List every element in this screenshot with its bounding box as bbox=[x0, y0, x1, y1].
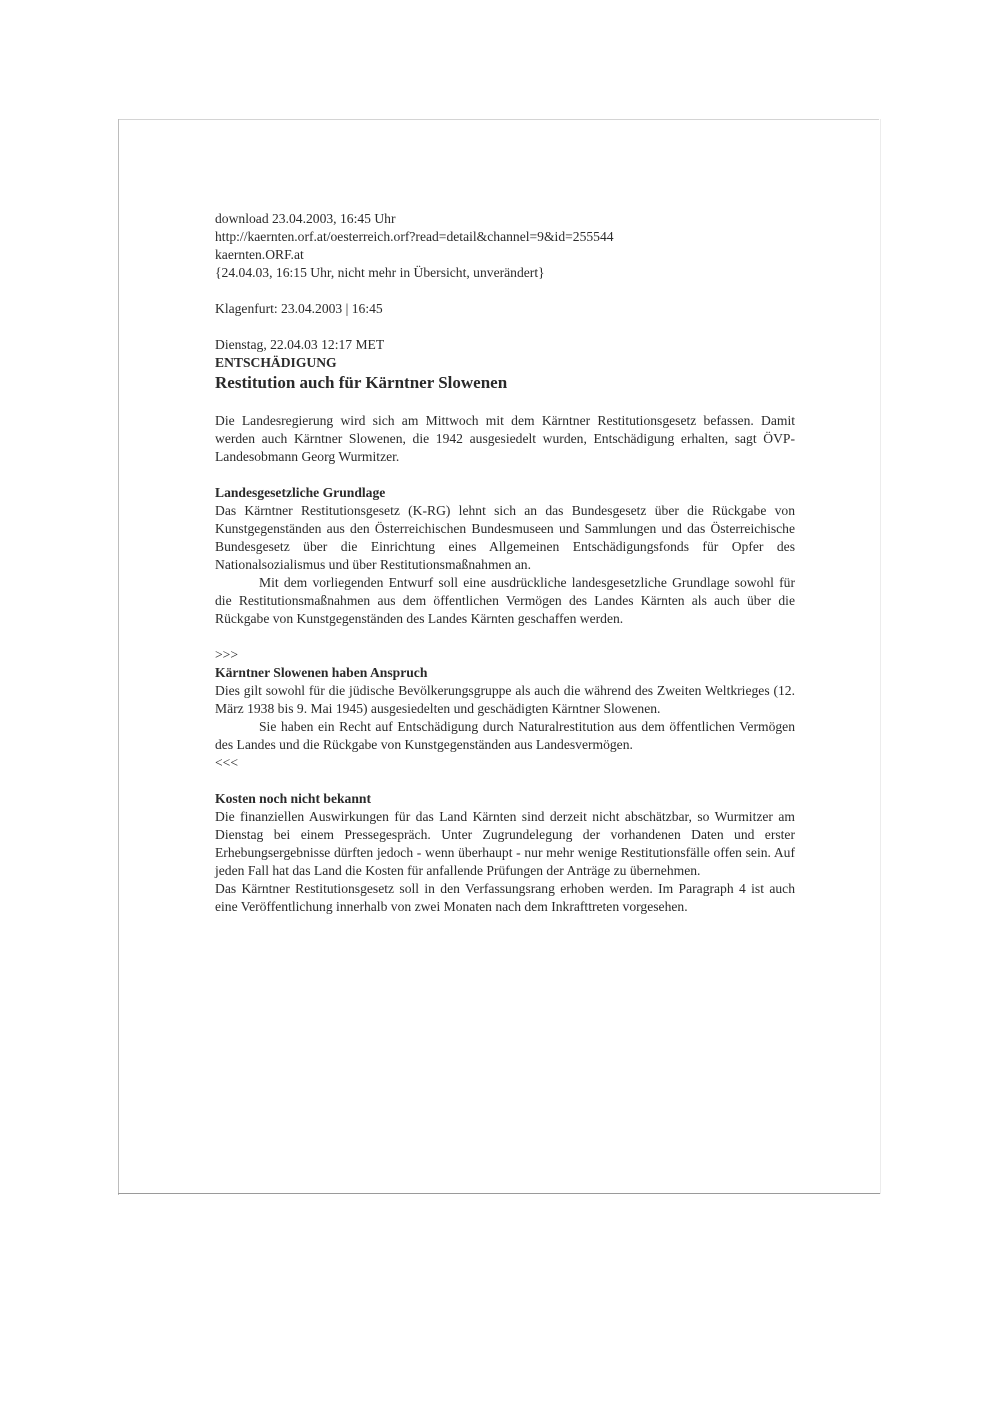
scan-frame-bottom-edge bbox=[118, 1193, 880, 1194]
archive-note: {24.04.03, 16:15 Uhr, nicht mehr in Übersicht, unverändert} bbox=[215, 265, 545, 280]
download-line: download 23.04.2003, 16:45 Uhr bbox=[215, 211, 396, 226]
section-paragraph: Dies gilt sowohl für die jüdische Bevölkerungsgruppe als auch die während des Zweiten Weltkrieges (12. März 1938 bis 9. Mai 1945) ausgesiedelten und geschädigten Kärntner Slowenen. bbox=[215, 683, 795, 716]
section-paragraph: Sie haben ein Recht auf Entschädigung durch Naturalrestitution aus dem öffentlichen Vermögen des Landes und die Rückgabe von Kunstgegenständen aus Landesvermögen. bbox=[215, 719, 795, 752]
scan-frame-left-edge bbox=[118, 119, 119, 1195]
scan-frame-right-edge bbox=[880, 119, 881, 1194]
marker-open: >>> bbox=[215, 647, 238, 662]
section-paragraph: Das Kärntner Restitutionsgesetz (K-RG) lehnt sich an das Bundesgesetz über die Rückgabe von Kunstgegenständen aus den Österreichischen Bundesmuseen und Sammlungen und das Österreichische Bundesgesetz über die Einrichtung eines Allgemeinen Entschädigungsfonds für Opfer des Nationalsozialismus und über Restitutionsmaßnahmen an. bbox=[215, 503, 795, 572]
document-body bbox=[215, 210, 815, 916]
section-heading: Kärntner Slowenen haben Anspruch bbox=[215, 665, 428, 680]
scan-frame-top-edge bbox=[119, 119, 879, 120]
source-url: http://kaernten.orf.at/oesterreich.orf?read=detail&channel=9&id=255544 bbox=[215, 229, 614, 244]
marker-close: <<< bbox=[215, 755, 238, 770]
download-header bbox=[215, 210, 815, 282]
site-name: kaernten.ORF.at bbox=[215, 247, 304, 262]
section-paragraph: Die finanziellen Auswirkungen für das Land Kärnten sind derzeit nicht abschätzbar, so Wurmitzer am Dienstag bei einem Pressegespräch. Unter Zugrundelegung der vorhandenen Daten und erster Erhebungsergebnisse dürften jedoch - wenn überhaupt - nur mehr wenige Restitutionsfälle offen sein. Auf jeden Fall hat das Land die Kosten für anfallende Prüfungen der Anträge zu übernehmen. bbox=[215, 809, 795, 878]
section-heading: Landesgesetzliche Grundlage bbox=[215, 485, 386, 500]
article-date: Dienstag, 22.04.03 12:17 MET bbox=[215, 337, 385, 352]
section-paragraph: Das Kärntner Restitutionsgesetz soll in den Verfassungsrang erhoben werden. Im Paragraph 4 ist auch eine Veröffentlichung innerhalb von zwei Monaten nach dem Inkrafttreten vorgesehen. bbox=[215, 881, 795, 914]
article-lead: Die Landesregierung wird sich am Mittwoch mit dem Kärntner Restitutionsgesetz befassen. Damit werden auch Kärntner Slowenen, die 1942 ausgesiedelt wurden, Entschädigung erhalten, sagt ÖVP-Landesobmann Georg Wurmitzer. bbox=[215, 413, 795, 464]
section-heading: Kosten noch nicht bekannt bbox=[215, 791, 371, 806]
section-paragraph: Mit dem vorliegenden Entwurf soll eine ausdrückliche landesgesetzliche Grundlage sowohl für die Restitutionsmaßnahmen aus dem öffentlichen Vermögen des Landes Kärnten als auch über die Rückgabe von Kunstgegenständen des Landes Kärnten geschaffen werden. bbox=[215, 575, 795, 626]
dateline: Klagenfurt: 23.04.2003 | 16:45 bbox=[215, 301, 383, 316]
article-title: Restitution auch für Kärntner Slowenen bbox=[215, 373, 508, 392]
article-category: ENTSCHÄDIGUNG bbox=[215, 355, 337, 370]
